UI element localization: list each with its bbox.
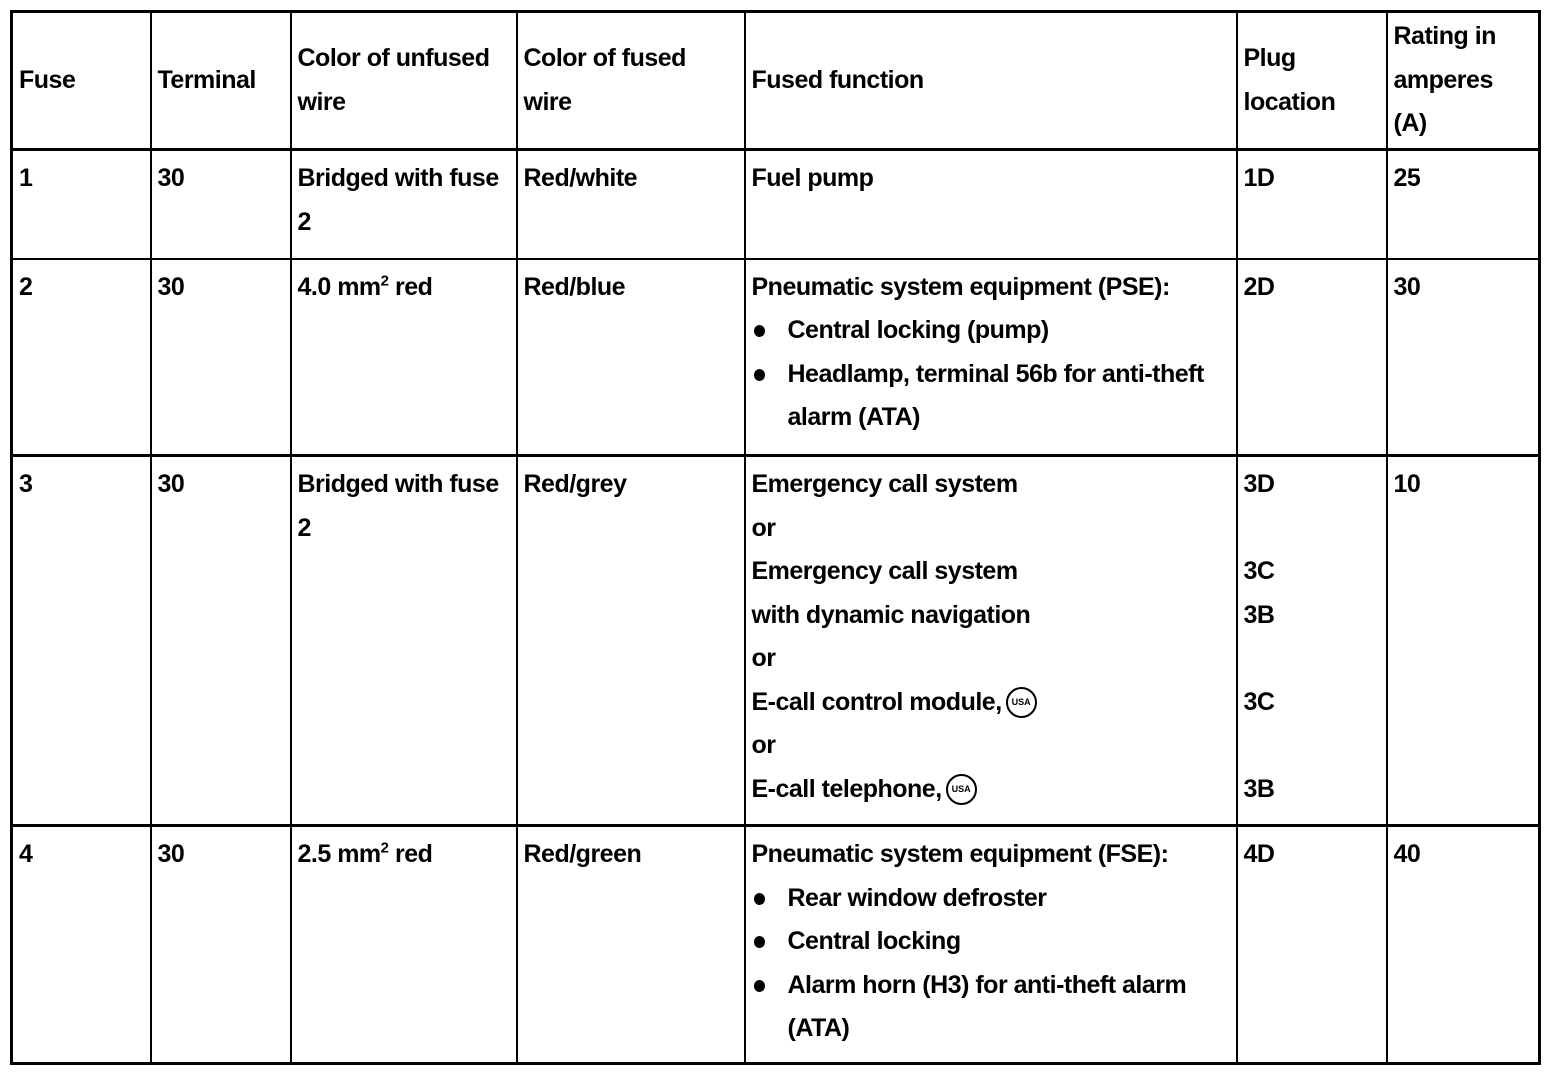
plug-spacer — [1244, 724, 1380, 768]
cell-plug-location — [1237, 456, 1387, 826]
usa-icon: USA — [1006, 687, 1037, 718]
plug-line: 3B — [1243, 600, 1275, 629]
function-line: or — [751, 644, 776, 672]
function-line: Emergency call system — [751, 470, 1018, 498]
fuse-table — [10, 10, 1541, 1065]
table-row — [12, 456, 1540, 826]
function-title: Pneumatic system equipment (PSE): — [751, 272, 1170, 301]
cell-fused-color: Red/white — [517, 150, 745, 259]
wire-color: red — [388, 840, 433, 868]
cell-fuse: 3 — [12, 456, 151, 826]
cell-fused-color: Red/grey — [517, 456, 745, 826]
header-fused-color: Color of fused wire — [517, 12, 745, 150]
cell-rating: 10 — [1387, 456, 1540, 826]
wire-size-superscript: 2 — [380, 839, 389, 857]
header-unfused-color: Color of unfused wire — [291, 12, 517, 150]
cell-fused-function — [745, 826, 1237, 1064]
function-title: Pneumatic system equipment (FSE): — [751, 840, 1169, 868]
wire-color: red — [388, 272, 433, 301]
function-bullet: Headlamp, terminal 56b for anti-theft alarm (ATA) — [752, 353, 1230, 440]
function-line-text: E-call telephone, — [751, 774, 942, 803]
wire-size: 4.0 mm — [297, 272, 381, 301]
table-row — [12, 826, 1540, 1064]
cell-unfused-color — [291, 826, 517, 1064]
cell-plug-location: 4D — [1237, 826, 1387, 1064]
plug-line: 3D — [1243, 470, 1275, 498]
usa-icon: USA — [946, 774, 977, 805]
cell-rating: 25 — [1387, 150, 1540, 259]
function-bullet: Rear window defroster — [752, 877, 1230, 921]
plug-line: 3C — [1243, 687, 1275, 716]
cell-plug-location: 2D — [1237, 259, 1387, 456]
function-line: or — [751, 731, 776, 759]
function-line: Emergency call system — [751, 557, 1018, 585]
header-row — [12, 12, 1540, 150]
cell-unfused-color — [291, 259, 517, 456]
cell-terminal: 30 — [151, 456, 291, 826]
wire-size-superscript: 2 — [380, 272, 389, 290]
header-rating: Rating in amperes (A) — [1387, 12, 1540, 150]
cell-plug-location: 1D — [1237, 150, 1387, 259]
header-terminal: Terminal — [151, 12, 291, 150]
table-row — [12, 259, 1540, 456]
wire-size: 2.5 mm — [297, 840, 381, 868]
table-row — [12, 150, 1540, 259]
cell-fused-color: Red/blue — [517, 259, 745, 456]
function-line: or — [751, 513, 776, 542]
cell-fuse: 2 — [12, 259, 151, 456]
cell-fuse: 1 — [12, 150, 151, 259]
plug-spacer — [1244, 507, 1380, 551]
plug-line: 3C — [1243, 557, 1275, 585]
cell-rating: 40 — [1387, 826, 1540, 1064]
function-bullet: Alarm horn (H3) for anti-theft alarm (ATA) — [752, 964, 1230, 1051]
cell-rating: 30 — [1387, 259, 1540, 456]
function-bullet: Central locking — [752, 920, 1230, 964]
cell-terminal: 30 — [151, 259, 291, 456]
header-fuse: Fuse — [12, 12, 151, 150]
cell-fused-function — [745, 259, 1237, 456]
function-line-text: E-call control module, — [751, 687, 1002, 716]
cell-unfused-color: Bridged with fuse 2 — [291, 150, 517, 259]
function-bullet: Central locking (pump) — [752, 309, 1230, 353]
cell-unfused-color: Bridged with fuse 2 — [291, 456, 517, 826]
function-line: with dynamic navigation — [751, 600, 1031, 629]
cell-fuse: 4 — [12, 826, 151, 1064]
header-plug-location: Plug location — [1237, 12, 1387, 150]
cell-fused-function — [745, 456, 1237, 826]
cell-terminal: 30 — [151, 826, 291, 1064]
cell-fused-function: Fuel pump — [745, 150, 1237, 259]
plug-spacer — [1244, 637, 1380, 681]
function-line-with-symbol — [752, 768, 1230, 812]
header-fused-function: Fused function — [745, 12, 1237, 150]
cell-terminal: 30 — [151, 150, 291, 259]
function-line-with-symbol — [752, 681, 1230, 725]
plug-line: 3B — [1243, 774, 1275, 803]
cell-fused-color: Red/green — [517, 826, 745, 1064]
